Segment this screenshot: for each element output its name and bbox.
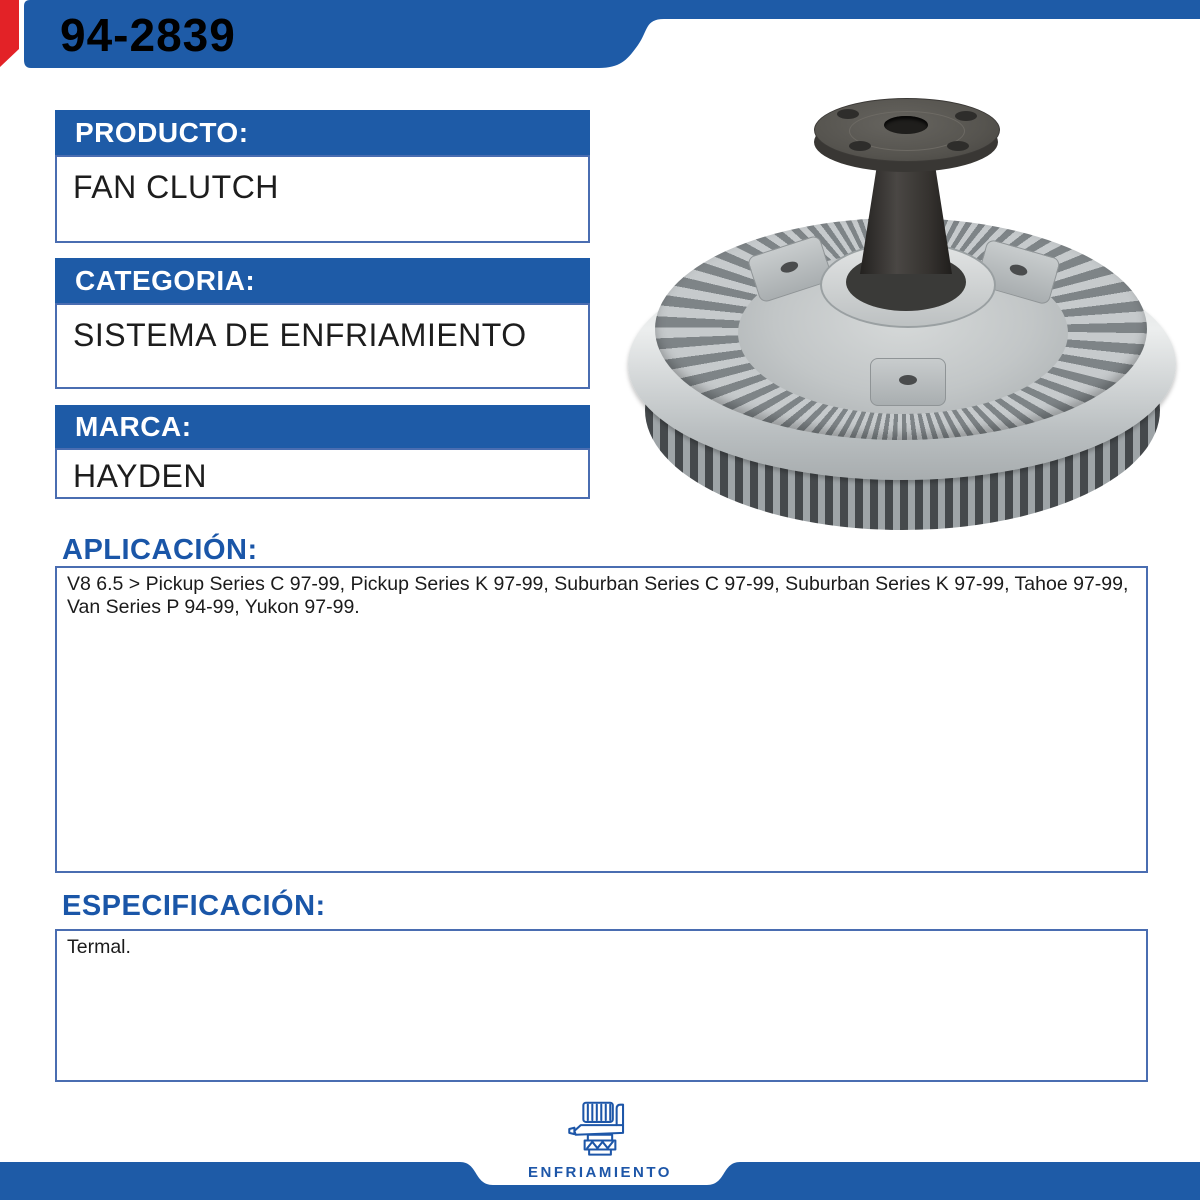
shaft-stem <box>860 156 952 274</box>
marca-value: HAYDEN <box>55 448 590 499</box>
categoria-value: SISTEMA DE ENFRIAMIENTO <box>55 303 590 389</box>
mount-flange <box>814 98 1000 162</box>
marca-label: MARCA: <box>55 405 590 448</box>
fan-clutch-icon <box>568 1099 632 1159</box>
bolt-hole <box>899 375 917 385</box>
aplicacion-box <box>55 566 1148 873</box>
flange-bolt-hole <box>837 109 859 119</box>
categoria-label: CATEGORIA: <box>55 258 590 303</box>
footer-label: ENFRIAMIENTO <box>528 1164 672 1181</box>
flange-center-hole <box>884 116 928 134</box>
producto-label: PRODUCTO: <box>55 110 590 155</box>
bolt-hole <box>1009 263 1029 278</box>
flange-bolt-hole <box>947 141 969 151</box>
especificacion-title: ESPECIFICACIÓN: <box>62 890 326 922</box>
part-number: 94-2839 <box>60 9 236 61</box>
especificacion-text: Termal. <box>67 936 131 958</box>
especificacion-box <box>55 929 1148 1082</box>
aplicacion-title: APLICACIÓN: <box>62 534 258 566</box>
aplicacion-text: V8 6.5 > Pickup Series C 97-99, Pickup Series K 97-99, Suburban Series C 97-99, Suburban Series K 97-99, Tahoe 97-99, Van Series P 94-99, Yukon 97-99. <box>67 573 1129 618</box>
info-box-producto <box>55 110 590 243</box>
flange-bolt-hole <box>849 141 871 151</box>
red-accent-shape <box>0 0 19 67</box>
info-box-categoria <box>55 258 590 389</box>
bolt-hole <box>779 260 799 275</box>
producto-value: FAN CLUTCH <box>55 155 590 243</box>
info-box-marca <box>55 405 590 499</box>
product-photo <box>620 90 1180 535</box>
flange-bolt-hole <box>955 111 977 121</box>
casting-lug <box>870 358 946 406</box>
